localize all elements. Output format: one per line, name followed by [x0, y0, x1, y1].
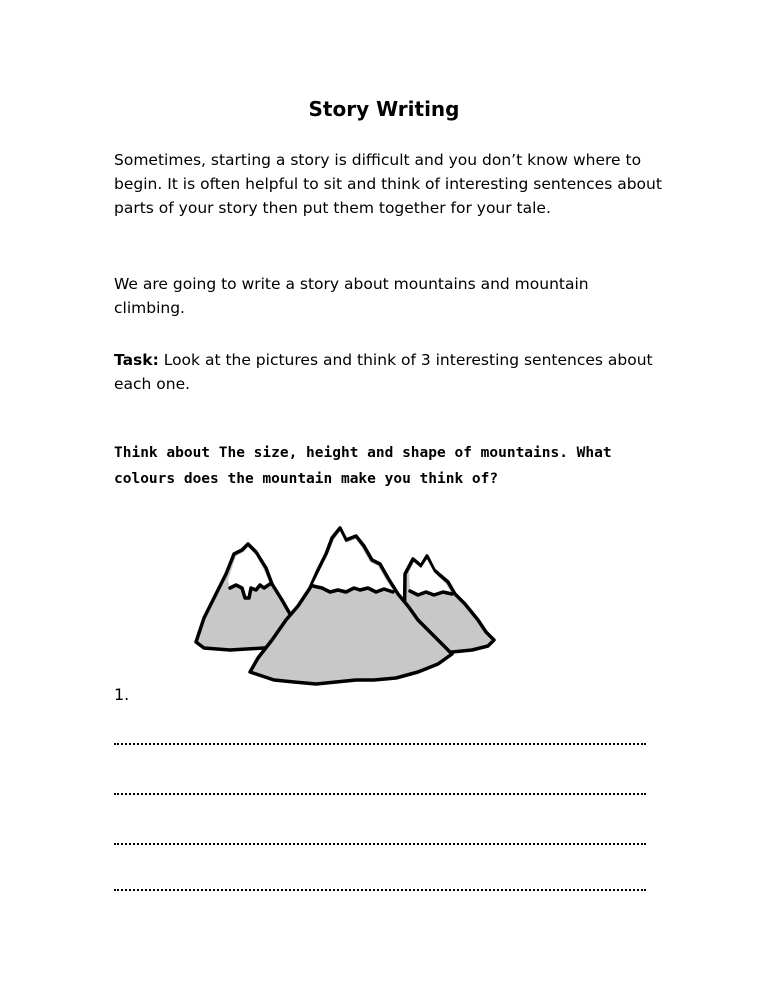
answer-line-4[interactable]: [114, 889, 646, 891]
topic-paragraph: We are going to write a story about mountains and mountain climbing.: [114, 275, 589, 317]
answer-line-2[interactable]: [114, 793, 646, 795]
task-paragraph: [114, 348, 664, 396]
task-text: Look at the pictures and think of 3 interesting sentences about each one.: [114, 351, 653, 393]
prompt-paragraph: Think about The size, height and shape of mountains. What colours does the mountain make you think of?: [114, 445, 612, 487]
task-label: Task:: [114, 351, 159, 369]
question-number: 1.: [114, 685, 130, 704]
answer-line-3[interactable]: [114, 843, 646, 845]
mountains-icon: [190, 522, 510, 688]
page-title: Story Writing: [308, 97, 460, 121]
answer-line-1[interactable]: [114, 743, 646, 745]
intro-paragraph: Sometimes, starting a story is difficult and you don’t know where to begin. It is often helpful to sit and think of interesting sentences about parts of your story then put them together for your tale.: [114, 151, 662, 217]
